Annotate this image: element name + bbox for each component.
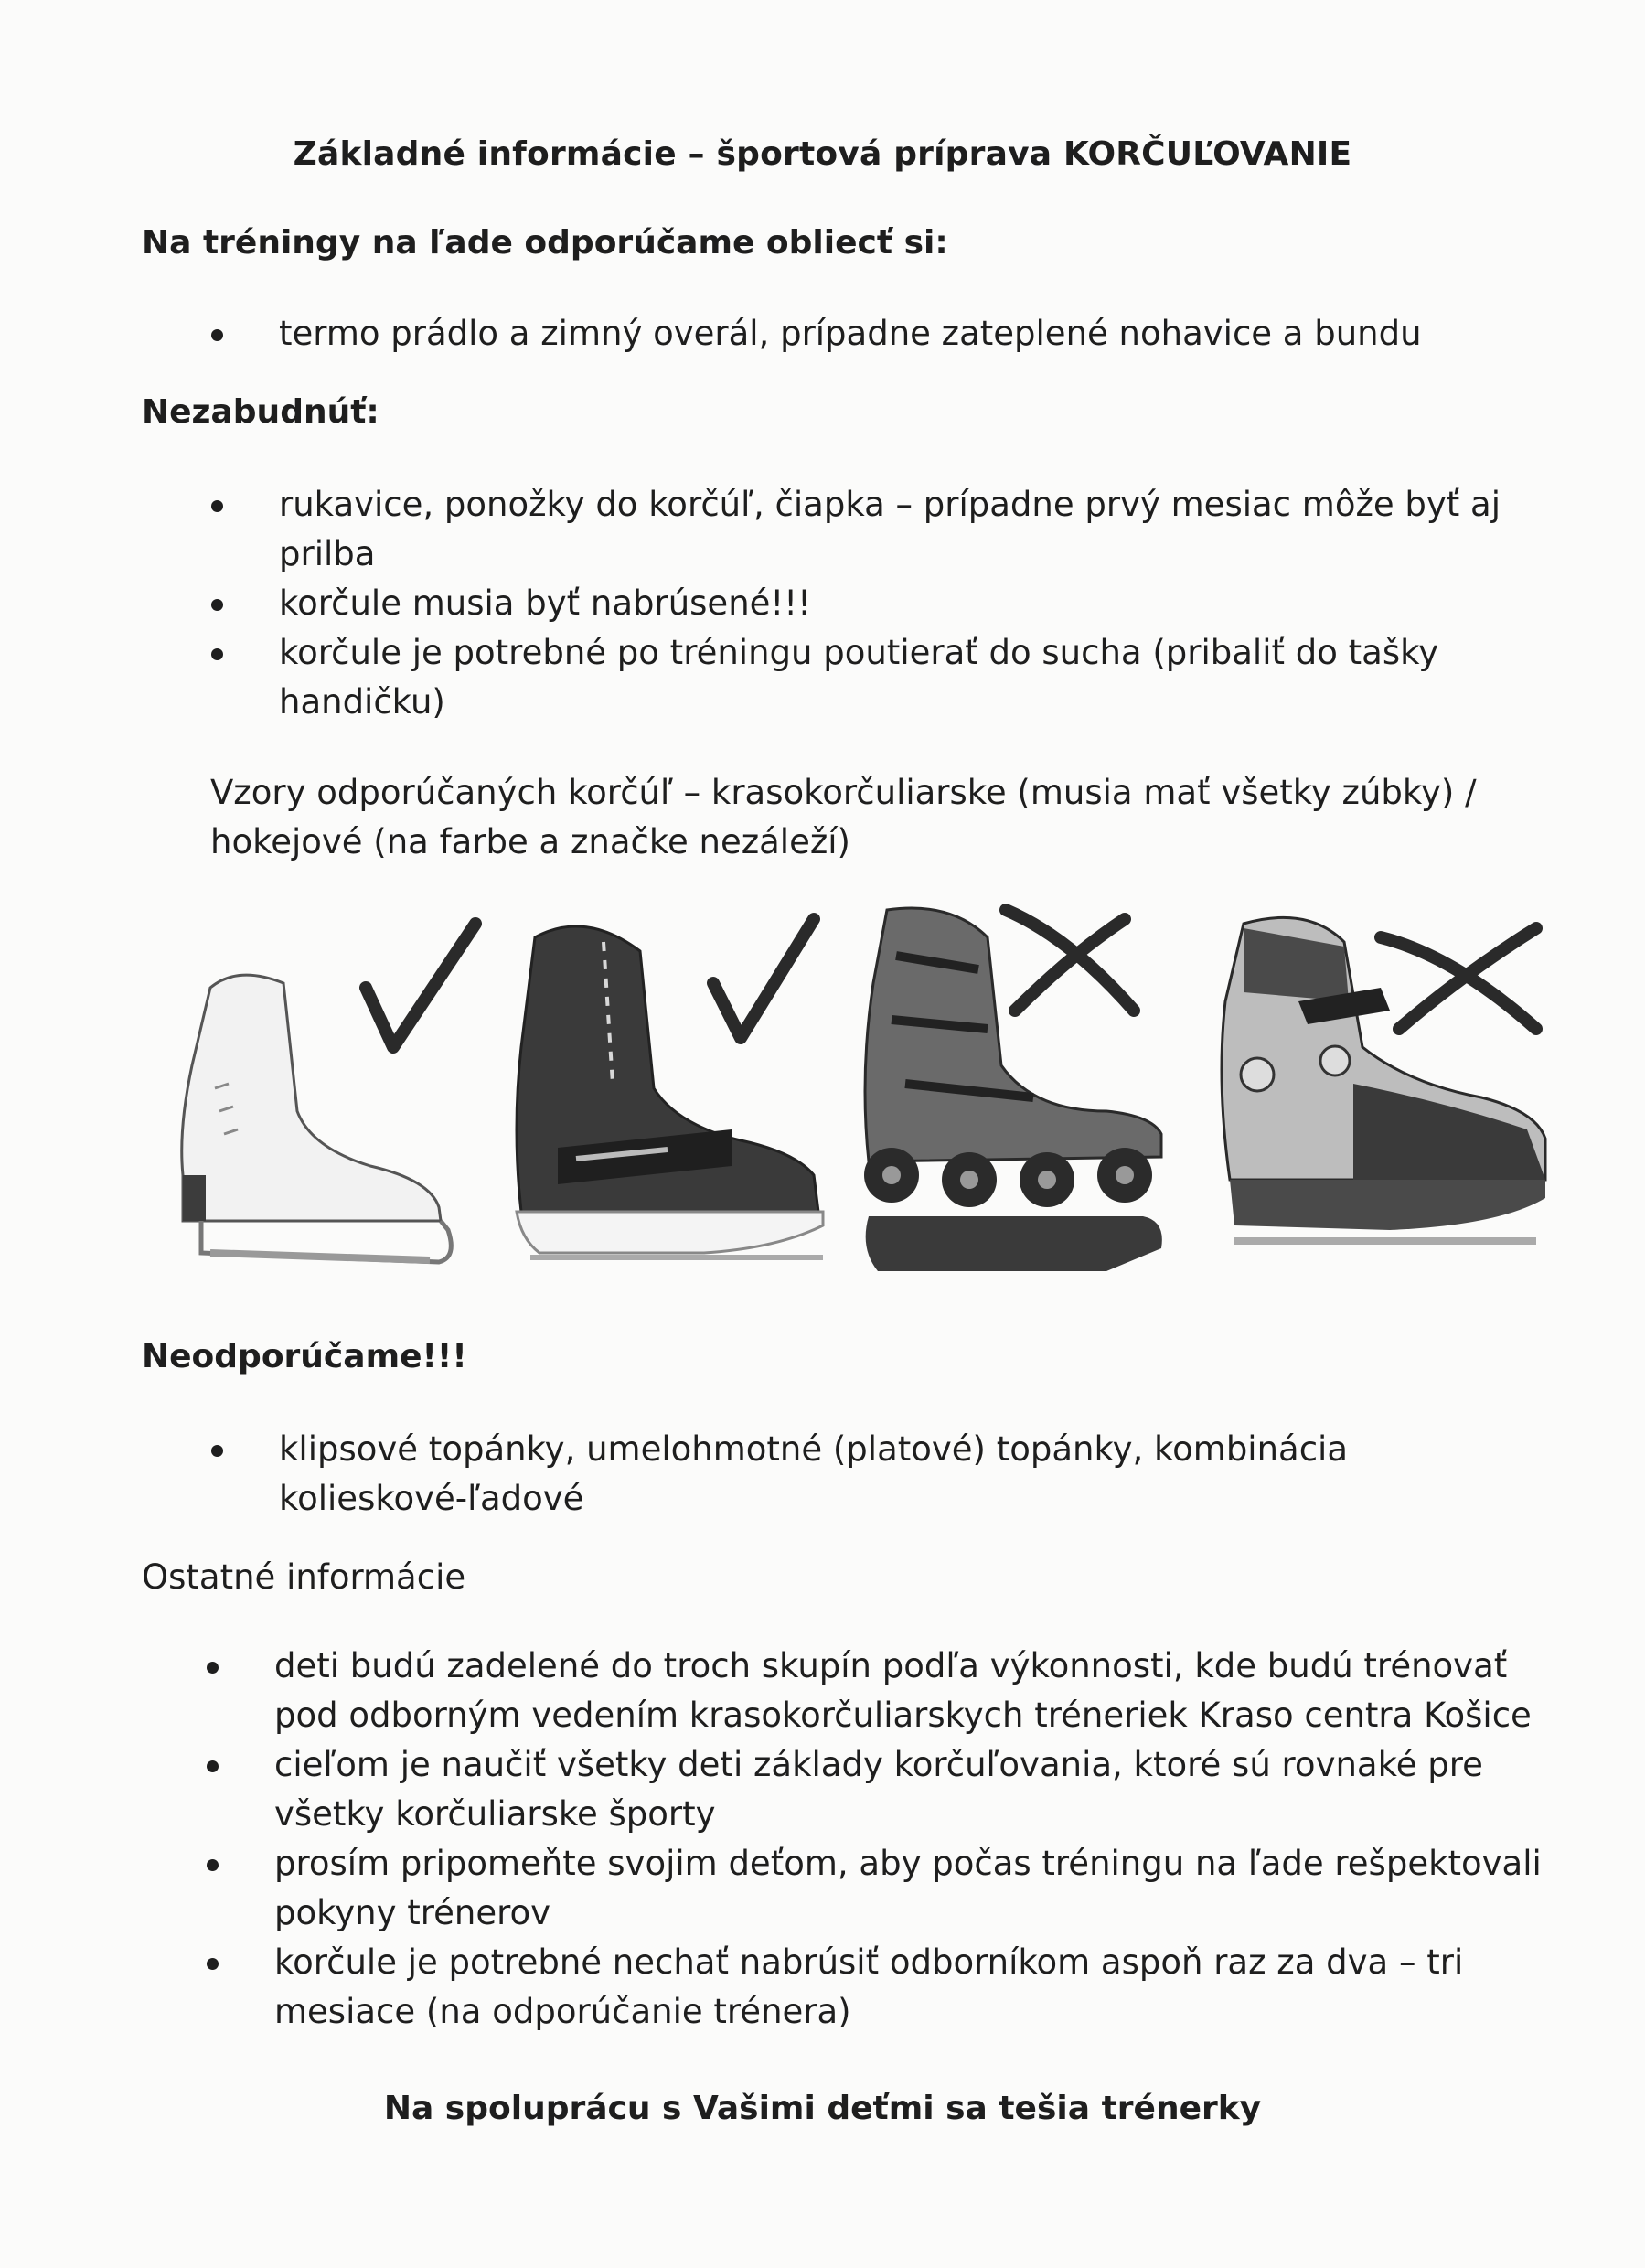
bullet-icon	[211, 1445, 223, 1457]
list-item: korčule je potrebné po tréningu poutierať do sucha (pribaliť do tašky handičku)	[279, 628, 1532, 727]
bullet-icon	[211, 500, 223, 512]
skate-example-hockey	[503, 901, 850, 1294]
other-info-list	[274, 1642, 1554, 2037]
bullet-icon	[207, 1958, 219, 1970]
list-item: termo prádlo a zimný overál, prípadne zateplené nohavice a bundu	[279, 309, 1559, 358]
closing-line: Na spoluprácu s Vašimi deťmi sa tešia trénerky	[383, 2090, 1262, 2127]
clothing-list	[279, 309, 1559, 358]
bullet-icon	[207, 1760, 219, 1772]
page-title: Základné informácie – športová príprava KORČUĽOVANIE	[293, 135, 1352, 173]
skate-example-clip-on	[1207, 901, 1573, 1294]
hockey-skate-icon	[503, 901, 850, 1294]
clip-on-skate-icon	[1207, 901, 1573, 1294]
inline-skate-combo-icon	[850, 901, 1198, 1294]
cross-icon	[1381, 928, 1536, 1029]
not-recommended-list	[279, 1425, 1440, 1524]
not-recommended-heading: Neodporúčame!!!	[142, 1338, 467, 1375]
bullet-icon	[211, 599, 223, 611]
clothing-heading: Na tréningy na ľade odporúčame obliecť si:	[142, 224, 948, 262]
list-item: korčule musia byť nabrúsené!!!	[279, 579, 1532, 628]
checkmark-icon	[713, 919, 814, 1038]
bullet-icon	[207, 1662, 219, 1674]
list-item: deti budú zadelené do troch skupín podľa výkonnosti, kde budú trénovať pod odborným vedením krasokorčuliarskych tréneriek Kraso centra Košice	[274, 1642, 1554, 1740]
bullet-icon	[211, 648, 223, 660]
checkmark-icon	[366, 924, 475, 1047]
bullet-icon	[207, 1859, 219, 1871]
list-item: prosím pripomeňte svojim deťom, aby počas tréningu na ľade rešpektovali pokyny trénerov	[274, 1839, 1554, 1938]
list-item: klipsové topánky, umelohmotné (platové) topánky, kombinácia kolieskové-ľadové	[279, 1425, 1440, 1524]
remember-heading: Nezabudnúť:	[142, 393, 379, 431]
figure-skate-icon	[174, 901, 494, 1294]
remember-list	[279, 480, 1532, 727]
skate-examples	[174, 901, 1573, 1294]
bullet-icon	[211, 329, 223, 341]
list-item: korčule je potrebné nechať nabrúsiť odborníkom aspoň raz za dva – tri mesiace (na odporúčanie trénera)	[274, 1938, 1554, 2037]
other-info-heading: Ostatné informácie	[142, 1557, 466, 1597]
cross-icon	[1006, 910, 1134, 1011]
list-item: cieľom je naučiť všetky deti základy korčuľovania, ktoré sú rovnaké pre všetky korčuliarske športy	[274, 1740, 1554, 1839]
list-item: rukavice, ponožky do korčúľ, čiapka – prípadne prvý mesiac môže byť aj prilba	[279, 480, 1532, 579]
skate-example-inline	[850, 901, 1198, 1294]
skate-models-note: Vzory odporúčaných korčúľ – krasokorčuliarske (musia mať všetky zúbky) / hokejové (na farbe a značke nezáleží)	[210, 773, 1477, 861]
skate-example-figure	[174, 901, 494, 1294]
